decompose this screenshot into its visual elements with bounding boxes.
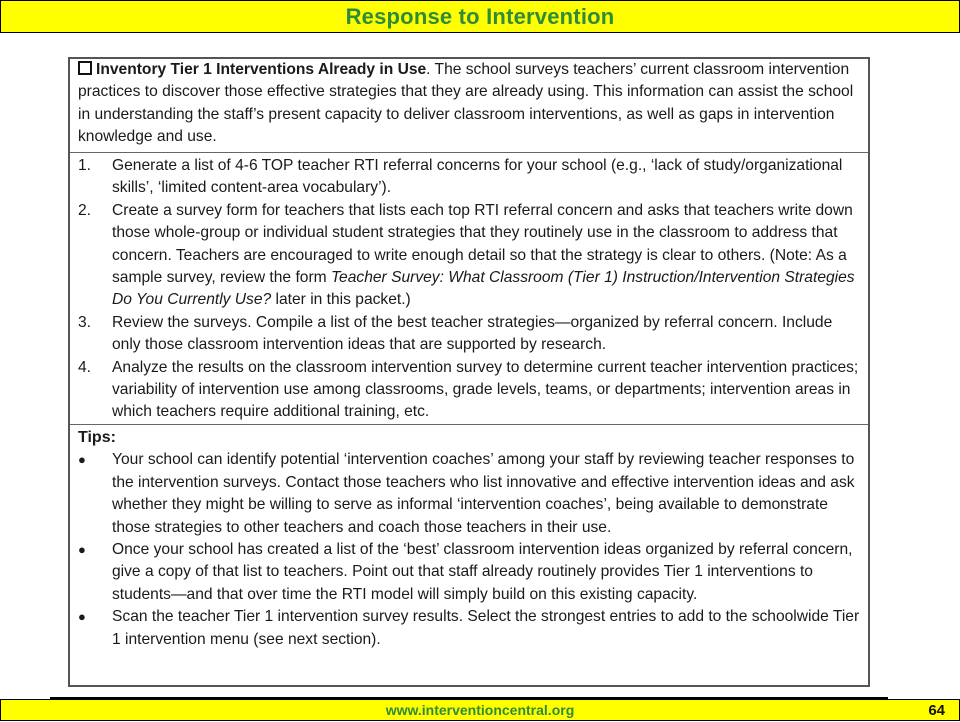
- tip-text: Your school can identify potential ‘intervention coaches’ among your staff by reviewing teacher responses to the intervention surveys. Contact those teachers who list innovative and effective intervention ideas and ask whether they might be willing to serve as informal ‘intervention coaches’, being available to demonstrate those strategies to other teachers and coach those teachers in their use.: [112, 451, 855, 536]
- list-item: [78, 200, 860, 312]
- tips-section: [70, 425, 868, 689]
- tip-text: Scan the teacher Tier 1 intervention survey results. Select the strongest entries to add to the schoolwide Tier 1 intervention menu (see next section).: [112, 608, 860, 648]
- step-text-part: Create a survey form for teachers that lists each top RTI referral concern and asks that teachers write down those whole-group or individual student strategies that they routinely use in the classroom to address that concern. Teachers are encouraged to write enough detail so that the strategy is clear to others. (Note: As a sample survey, review the form: [112, 201, 853, 287]
- survey-form-title: Teacher Survey: What Classroom (Tier 1) Instruction/Intervention Strategies Do You Currently Use?: [112, 269, 855, 309]
- footer-bar: [0, 699, 960, 721]
- list-item: [78, 155, 860, 200]
- list-item: [78, 606, 860, 651]
- list-item: [78, 357, 860, 424]
- step-number: 4.: [78, 358, 92, 376]
- list-item: [78, 312, 860, 357]
- step-number: 2.: [78, 201, 92, 219]
- step-text: Generate a list of 4-6 TOP teacher RTI referral concerns for your school (e.g., ‘lack of study/organizational skills’, ‘limited content-area vocabulary’).: [112, 157, 843, 197]
- bullet-icon: ●: [78, 452, 86, 468]
- intro-heading: Inventory Tier 1 Interventions Already in Use: [96, 61, 427, 78]
- checkbox-icon: [78, 61, 92, 75]
- list-item: [78, 449, 860, 539]
- tip-text: Once your school has created a list of the ‘best’ classroom intervention ideas organized by referral concern, give a copy of that list to teachers. Point out that staff already routinely provides Tier 1 interventions to students—and that over time the RTI model will simply build on this existing capacity.: [112, 541, 853, 603]
- step-text: Analyze the results on the classroom intervention survey to determine current teacher intervention practices; variability of intervention use among classrooms, grade levels, teams, or departments; intervention areas in which teachers require additional training, etc.: [112, 358, 859, 421]
- step-text-part: later in this packet.): [271, 291, 411, 309]
- step-number: 3.: [78, 313, 92, 331]
- step-text: Review the surveys. Compile a list of the best teacher strategies—organized by referral concern. Include only those classroom intervention ideas that are supported by research.: [112, 313, 833, 354]
- step-text: [112, 200, 860, 312]
- bullet-icon: ●: [78, 542, 86, 558]
- list-item: [78, 539, 860, 606]
- footer-url[interactable]: www.interventioncentral.org: [385, 702, 575, 718]
- intro-text: . The school surveys teachers’ current classroom intervention practices to discover those effective strategies that they are already using. This information can assist the school in understanding the staff’s present capacity to deliver classroom interventions, as well as gaps in intervention knowledge and use.: [78, 61, 854, 146]
- header-bar: [0, 0, 960, 33]
- page-number: 64: [928, 702, 945, 719]
- step-number: 1.: [78, 157, 92, 174]
- intro-section: [70, 59, 868, 153]
- page-title: Response to Intervention: [345, 4, 615, 29]
- steps-section: [70, 153, 868, 425]
- document-box: [68, 57, 870, 687]
- bullet-icon: ●: [78, 609, 86, 625]
- tips-heading: Tips:: [78, 429, 116, 446]
